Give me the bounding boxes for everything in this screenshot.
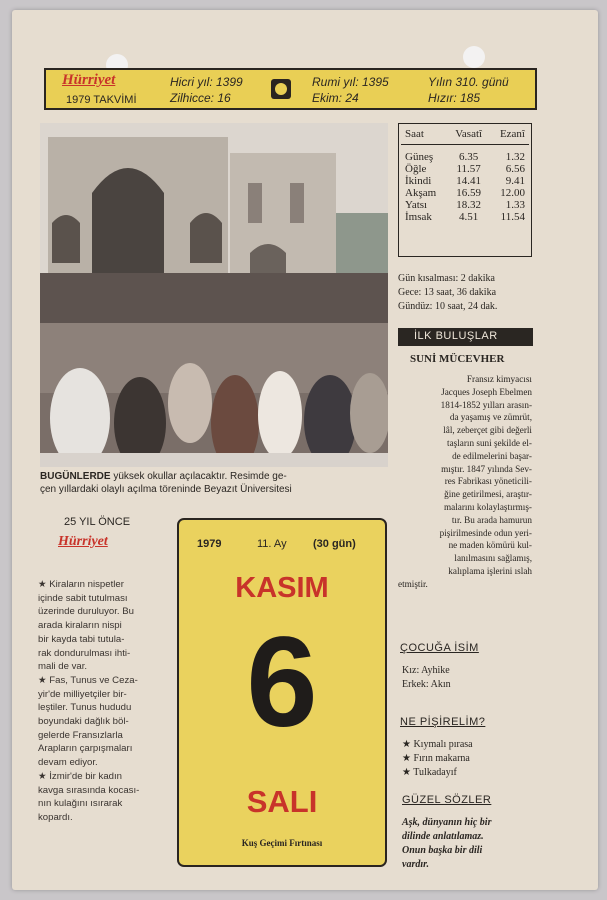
guzel-sozler-quote: [402, 816, 538, 872]
gunduz-suresi: Gündüz: 10 saat, 24 dak.: [398, 301, 498, 312]
text-line: kopardı.: [38, 811, 73, 823]
text-line: ğine getirilmesi, araştır-: [444, 489, 532, 500]
cell-name: İkindi: [405, 175, 432, 187]
punch-hole-right: [463, 46, 485, 68]
cell-name: Güneş: [405, 151, 434, 163]
quote-line: dilinde anlatılamaz.: [402, 831, 484, 842]
caption-line-2: çen yıllardaki olaylı açılma töreninde Beyazıt Üniversitesi: [40, 484, 292, 495]
university-crowd-photo: [40, 123, 388, 467]
hizir: Hızır: 185: [428, 91, 481, 105]
text-line: malarını kolaylaştırmış-: [443, 501, 532, 512]
rumi-yil: Rumi yıl: 1395: [312, 75, 389, 89]
cocuga-isim-list: [402, 664, 451, 692]
moon-phase-icon: [271, 79, 291, 99]
yilin-gunu: Yılın 310. günü: [428, 75, 509, 89]
ilk-buluslar-badge: İLK BULUŞLAR: [398, 328, 533, 346]
text-line: Arapların çarpışmaları: [38, 743, 133, 755]
quote-line: vardır.: [402, 859, 429, 870]
gun-kisalmasi: Gün kısalması: 2 dakika: [398, 273, 495, 284]
text-line: de edilmelerini başar-: [452, 450, 532, 461]
text-line: Jacques Joseph Ebelmen: [441, 386, 532, 397]
text-line: tır. Bu arada hamurun: [451, 514, 532, 525]
table-row: [401, 211, 529, 223]
ne-pisirelim-list: [402, 738, 473, 780]
table-row: [401, 187, 529, 199]
text-line: rak dondurulması ihti-: [38, 647, 131, 659]
text-line: mali de var.: [38, 661, 88, 673]
calendar-month-number: 11. Ay: [257, 538, 287, 550]
cell-name: Öğle: [405, 163, 427, 175]
guzel-sozler-title: GÜZEL SÖZLER: [402, 794, 492, 806]
calendar-note: Kuş Geçimi Fırtınası: [241, 838, 323, 848]
hurriyet-logo: Hürriyet: [62, 72, 116, 88]
hicri-yil: Hicri yıl: 1399: [170, 75, 243, 89]
cell-vasati: 16.59: [456, 187, 482, 199]
text-line: pişirilmesinde odun yeri-: [439, 527, 532, 538]
cell-vasati: 11.57: [456, 163, 481, 175]
list-item: ★ Tulkadayıf: [402, 767, 457, 778]
calendar-month: KASIM: [235, 572, 329, 604]
table-row: [401, 151, 529, 163]
ne-pisirelim-title: NE PİŞİRELİM?: [400, 716, 486, 728]
erkek-ismi: Erkek: Akın: [402, 679, 451, 690]
takvim-label: 1979 TAKVİMİ: [66, 94, 137, 106]
yirmibes-yil-body: [38, 578, 166, 825]
quote-line: Aşk, dünyanın hiç bir: [402, 817, 492, 828]
zilhicce: Zilhicce: 16: [170, 91, 231, 105]
text-line: da yaşamış ve zümrüt,: [449, 412, 532, 423]
text-line: kalıplama işlerini ıslah: [448, 565, 532, 576]
text-line: devam ediyor.: [38, 757, 98, 769]
text-line: leştiler. Tunus hududu: [38, 702, 132, 714]
photo-caption: [40, 470, 390, 496]
cell-ezani: 1.32: [505, 151, 525, 163]
cell-ezani: 1.33: [505, 199, 525, 211]
cell-name: Yatsı: [405, 199, 428, 211]
quote-line: Onun başka bir dili: [402, 845, 483, 856]
header-bar: [44, 68, 537, 110]
cell-ezani: 9.41: [505, 175, 525, 187]
text-line: lanılmasını sağlamış,: [454, 553, 532, 564]
cocuga-isim-title: ÇOCUĞA İSİM: [400, 642, 479, 654]
cell-vasati: 6.35: [459, 151, 479, 163]
caption-bold: BUGÜNLERDE: [40, 471, 111, 482]
list-item: ★ Fırın makarna: [402, 753, 470, 764]
table-row: [401, 175, 529, 187]
text-line: bir kayda tabi tutula-: [38, 633, 125, 645]
text-line: ★ Fas, Tunus ve Ceza-: [38, 674, 138, 686]
calendar-weekday: SALI: [246, 784, 318, 819]
text-line: kavga sırasında kocası-: [38, 784, 140, 796]
text-line: 1814-1852 yılları arasın-: [440, 399, 532, 410]
text-line: res Fabrikası yöneticili-: [444, 476, 532, 487]
text-line: etmiştir.: [398, 578, 428, 589]
ilk-buluslar-body: [398, 373, 532, 591]
text-line: ★ Kiraların nispetler: [38, 579, 124, 590]
text-line: nın kulağını ısırarak: [38, 798, 123, 810]
yirmibes-yil-title: 25 YIL ÖNCE: [64, 516, 131, 528]
text-line: ne maden kömürü kul-: [448, 540, 532, 551]
calendar-day-count: (30 gün): [313, 538, 356, 550]
text-line: içinde sabit tutulması: [38, 592, 128, 604]
text-line: Fransız kimyacısı: [466, 374, 532, 384]
ilk-buluslar-title: SUNİ MÜCEVHER: [410, 353, 505, 365]
text-line: taşların suni şekilde el-: [447, 437, 532, 448]
table-row: [401, 199, 529, 211]
header-ezani: Ezanî: [499, 128, 525, 140]
cell-vasati: 18.32: [456, 199, 482, 211]
day-info: [398, 272, 497, 314]
header-saat: Saat: [405, 128, 424, 140]
calendar-year: 1979: [197, 538, 222, 550]
cell-ezani: 6.56: [505, 163, 525, 175]
cell-vasati: 14.41: [456, 175, 482, 187]
cell-ezani: 12.00: [500, 187, 525, 199]
text-line: ★ İzmir'de bir kadın: [38, 770, 123, 782]
cell-name: İmsak: [405, 211, 432, 223]
cell-ezani: 11.54: [500, 211, 525, 223]
prayer-times-table: [398, 123, 532, 257]
text-line: üzerinde duruluyor. Bu: [38, 606, 134, 618]
text-line: boyundaki dağlık böl-: [38, 716, 129, 728]
gece-suresi: Gece: 13 saat, 36 dakika: [398, 287, 497, 298]
kiz-ismi: Kız: Ayhike: [402, 665, 450, 676]
text-line: arada kiraların nispi: [38, 620, 122, 632]
calendar-day-number: 6: [246, 611, 318, 754]
caption-line-1: yüksek okullar açılacaktır. Resimde ge-: [110, 471, 287, 482]
cell-vasati: 4.51: [459, 211, 479, 223]
text-line: mıştır. 1847 yılında Sev-: [441, 463, 532, 474]
text-line: yir'de milliyetçiler bir-: [38, 688, 127, 700]
list-item: ★ Kıymalı pırasa: [402, 739, 473, 750]
table-row: [401, 163, 529, 175]
date-block: [177, 518, 387, 867]
ekim: Ekim: 24: [312, 91, 359, 105]
text-line: gelerde Fransızlarla: [38, 729, 123, 741]
cell-name: Akşam: [405, 187, 437, 199]
text-line: lâl, zeberçet gibi değerli: [443, 425, 532, 436]
yirmibes-hurriyet-logo: Hürriyet: [58, 534, 108, 549]
header-vasati: Vasatî: [455, 128, 483, 140]
